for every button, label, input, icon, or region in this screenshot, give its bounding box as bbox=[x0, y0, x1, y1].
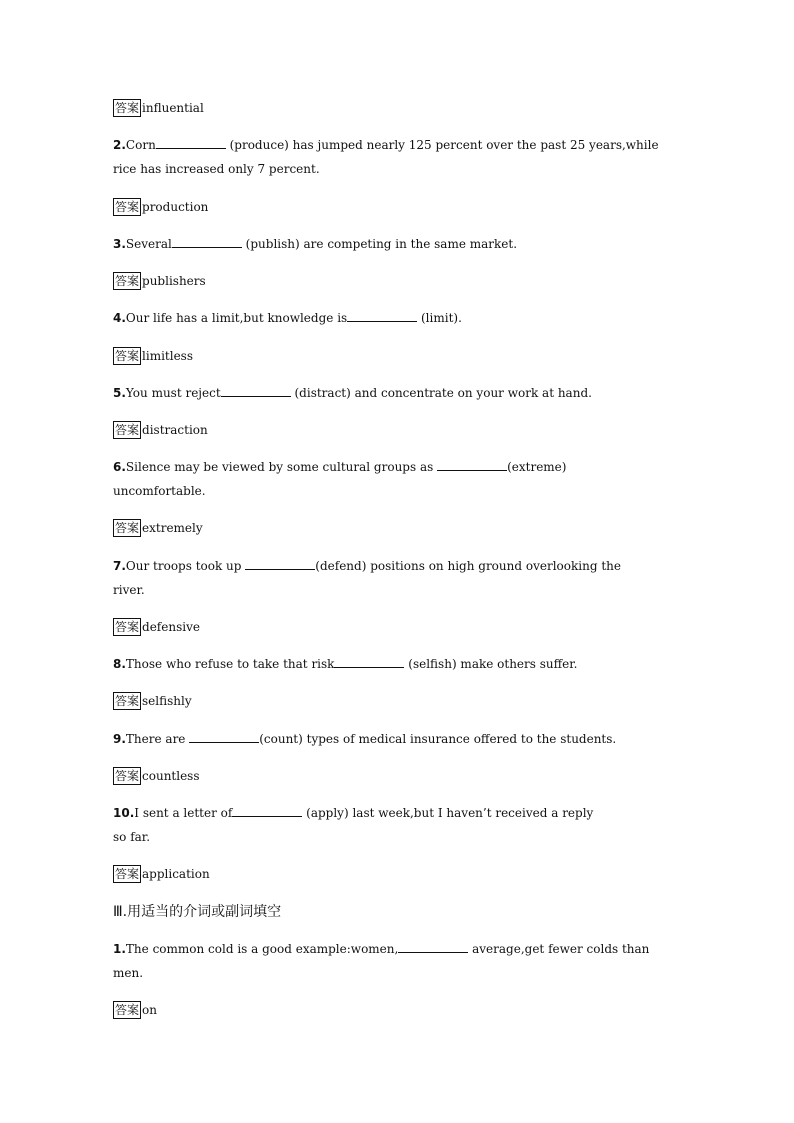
section-question-1 bbox=[113, 937, 683, 985]
answer-row bbox=[113, 516, 683, 540]
answer-row bbox=[113, 689, 683, 713]
fill-blank bbox=[172, 233, 242, 248]
answer-text: defensive bbox=[142, 620, 200, 634]
question-text: Our troops took up bbox=[125, 559, 246, 573]
answer-text: publishers bbox=[142, 274, 206, 288]
question-text: Several bbox=[125, 237, 172, 251]
question-text: (apply) last week,but I haven’t received a reply bbox=[302, 806, 594, 820]
question-number: 1. bbox=[113, 942, 126, 956]
question-number: 6. bbox=[113, 460, 126, 474]
question-6 bbox=[113, 455, 683, 503]
answer-row bbox=[113, 862, 683, 886]
question-2 bbox=[113, 133, 683, 181]
question-text: You must reject bbox=[125, 386, 221, 400]
section-title: Ⅲ.用适当的介词或副词填空 bbox=[113, 904, 282, 920]
question-text: rice has increased only 7 percent. bbox=[113, 162, 320, 176]
question-number: 5. bbox=[113, 386, 126, 400]
section-heading bbox=[113, 900, 683, 924]
question-10 bbox=[113, 801, 683, 849]
question-5 bbox=[113, 381, 683, 405]
answer-text: limitless bbox=[142, 349, 193, 363]
question-text: (publish) are competing in the same market. bbox=[241, 237, 518, 251]
answer-text: countless bbox=[142, 769, 200, 783]
question-number: 10. bbox=[113, 806, 135, 820]
answer-row bbox=[113, 418, 683, 442]
answer-text: influential bbox=[142, 101, 204, 115]
question-number: 2. bbox=[113, 138, 126, 152]
question-text: Our life has a limit,but knowledge is bbox=[125, 311, 348, 325]
question-text: average,get fewer colds than bbox=[468, 942, 650, 956]
answer-tag: 答案 bbox=[115, 521, 140, 535]
question-7 bbox=[113, 554, 683, 602]
question-3 bbox=[113, 232, 683, 256]
question-text: (selfish) make others suffer. bbox=[404, 657, 578, 671]
answer-row bbox=[113, 615, 683, 639]
fill-blank bbox=[347, 307, 417, 322]
answer-tag: 答案 bbox=[115, 101, 140, 115]
fill-blank bbox=[189, 728, 259, 743]
answer-tag: 答案 bbox=[115, 423, 140, 437]
answer-text: extremely bbox=[142, 521, 203, 535]
answer-row bbox=[113, 344, 683, 368]
question-text: Those who refuse to take that risk bbox=[125, 657, 335, 671]
question-text: (count) types of medical insurance offered to the students. bbox=[259, 732, 617, 746]
question-text: (produce) has jumped nearly 125 percent over the past 25 years,while bbox=[225, 138, 659, 152]
question-text: men. bbox=[113, 966, 144, 980]
fill-blank bbox=[334, 653, 404, 668]
answer-tag: 答案 bbox=[115, 1003, 140, 1017]
answer-tag: 答案 bbox=[115, 867, 140, 881]
answer-row bbox=[113, 195, 683, 219]
question-text: (distract) and concentrate on your work at hand. bbox=[290, 386, 592, 400]
fill-blank bbox=[232, 802, 302, 817]
answer-text: production bbox=[142, 200, 209, 214]
fill-blank bbox=[221, 382, 291, 397]
answer-row bbox=[113, 96, 683, 120]
answer-tag: 答案 bbox=[115, 349, 140, 363]
question-number: 8. bbox=[113, 657, 126, 671]
question-text: There are bbox=[125, 732, 190, 746]
answer-row bbox=[113, 764, 683, 788]
answer-text: distraction bbox=[142, 423, 208, 437]
answer-row bbox=[113, 269, 683, 293]
fill-blank bbox=[245, 555, 315, 570]
question-9 bbox=[113, 727, 683, 751]
answer-tag: 答案 bbox=[115, 274, 140, 288]
question-8 bbox=[113, 652, 683, 676]
answer-row bbox=[113, 998, 683, 1022]
question-number: 3. bbox=[113, 237, 126, 251]
answer-tag: 答案 bbox=[115, 620, 140, 634]
question-4 bbox=[113, 306, 683, 330]
question-number: 4. bbox=[113, 311, 126, 325]
question-number: 7. bbox=[113, 559, 126, 573]
question-text: I sent a letter of bbox=[134, 806, 233, 820]
question-text: (limit). bbox=[417, 311, 462, 325]
answer-text: application bbox=[142, 867, 210, 881]
question-text: Silence may be viewed by some cultural groups as bbox=[125, 460, 438, 474]
answer-tag: 答案 bbox=[115, 769, 140, 783]
answer-text: selfishly bbox=[142, 694, 192, 708]
question-text: (defend) positions on high ground overlooking the bbox=[315, 559, 621, 573]
question-number: 9. bbox=[113, 732, 126, 746]
question-text: uncomfortable. bbox=[113, 484, 206, 498]
answer-tag: 答案 bbox=[115, 200, 140, 214]
fill-blank bbox=[437, 456, 507, 471]
question-text: (extreme) bbox=[507, 460, 567, 474]
answer-text: on bbox=[142, 1003, 157, 1017]
fill-blank bbox=[398, 938, 468, 953]
question-text: river. bbox=[113, 583, 145, 597]
answer-tag: 答案 bbox=[115, 694, 140, 708]
question-text: Corn bbox=[125, 138, 156, 152]
question-text: so far. bbox=[113, 830, 151, 844]
fill-blank bbox=[156, 134, 226, 149]
question-text: The common cold is a good example:women, bbox=[125, 942, 399, 956]
